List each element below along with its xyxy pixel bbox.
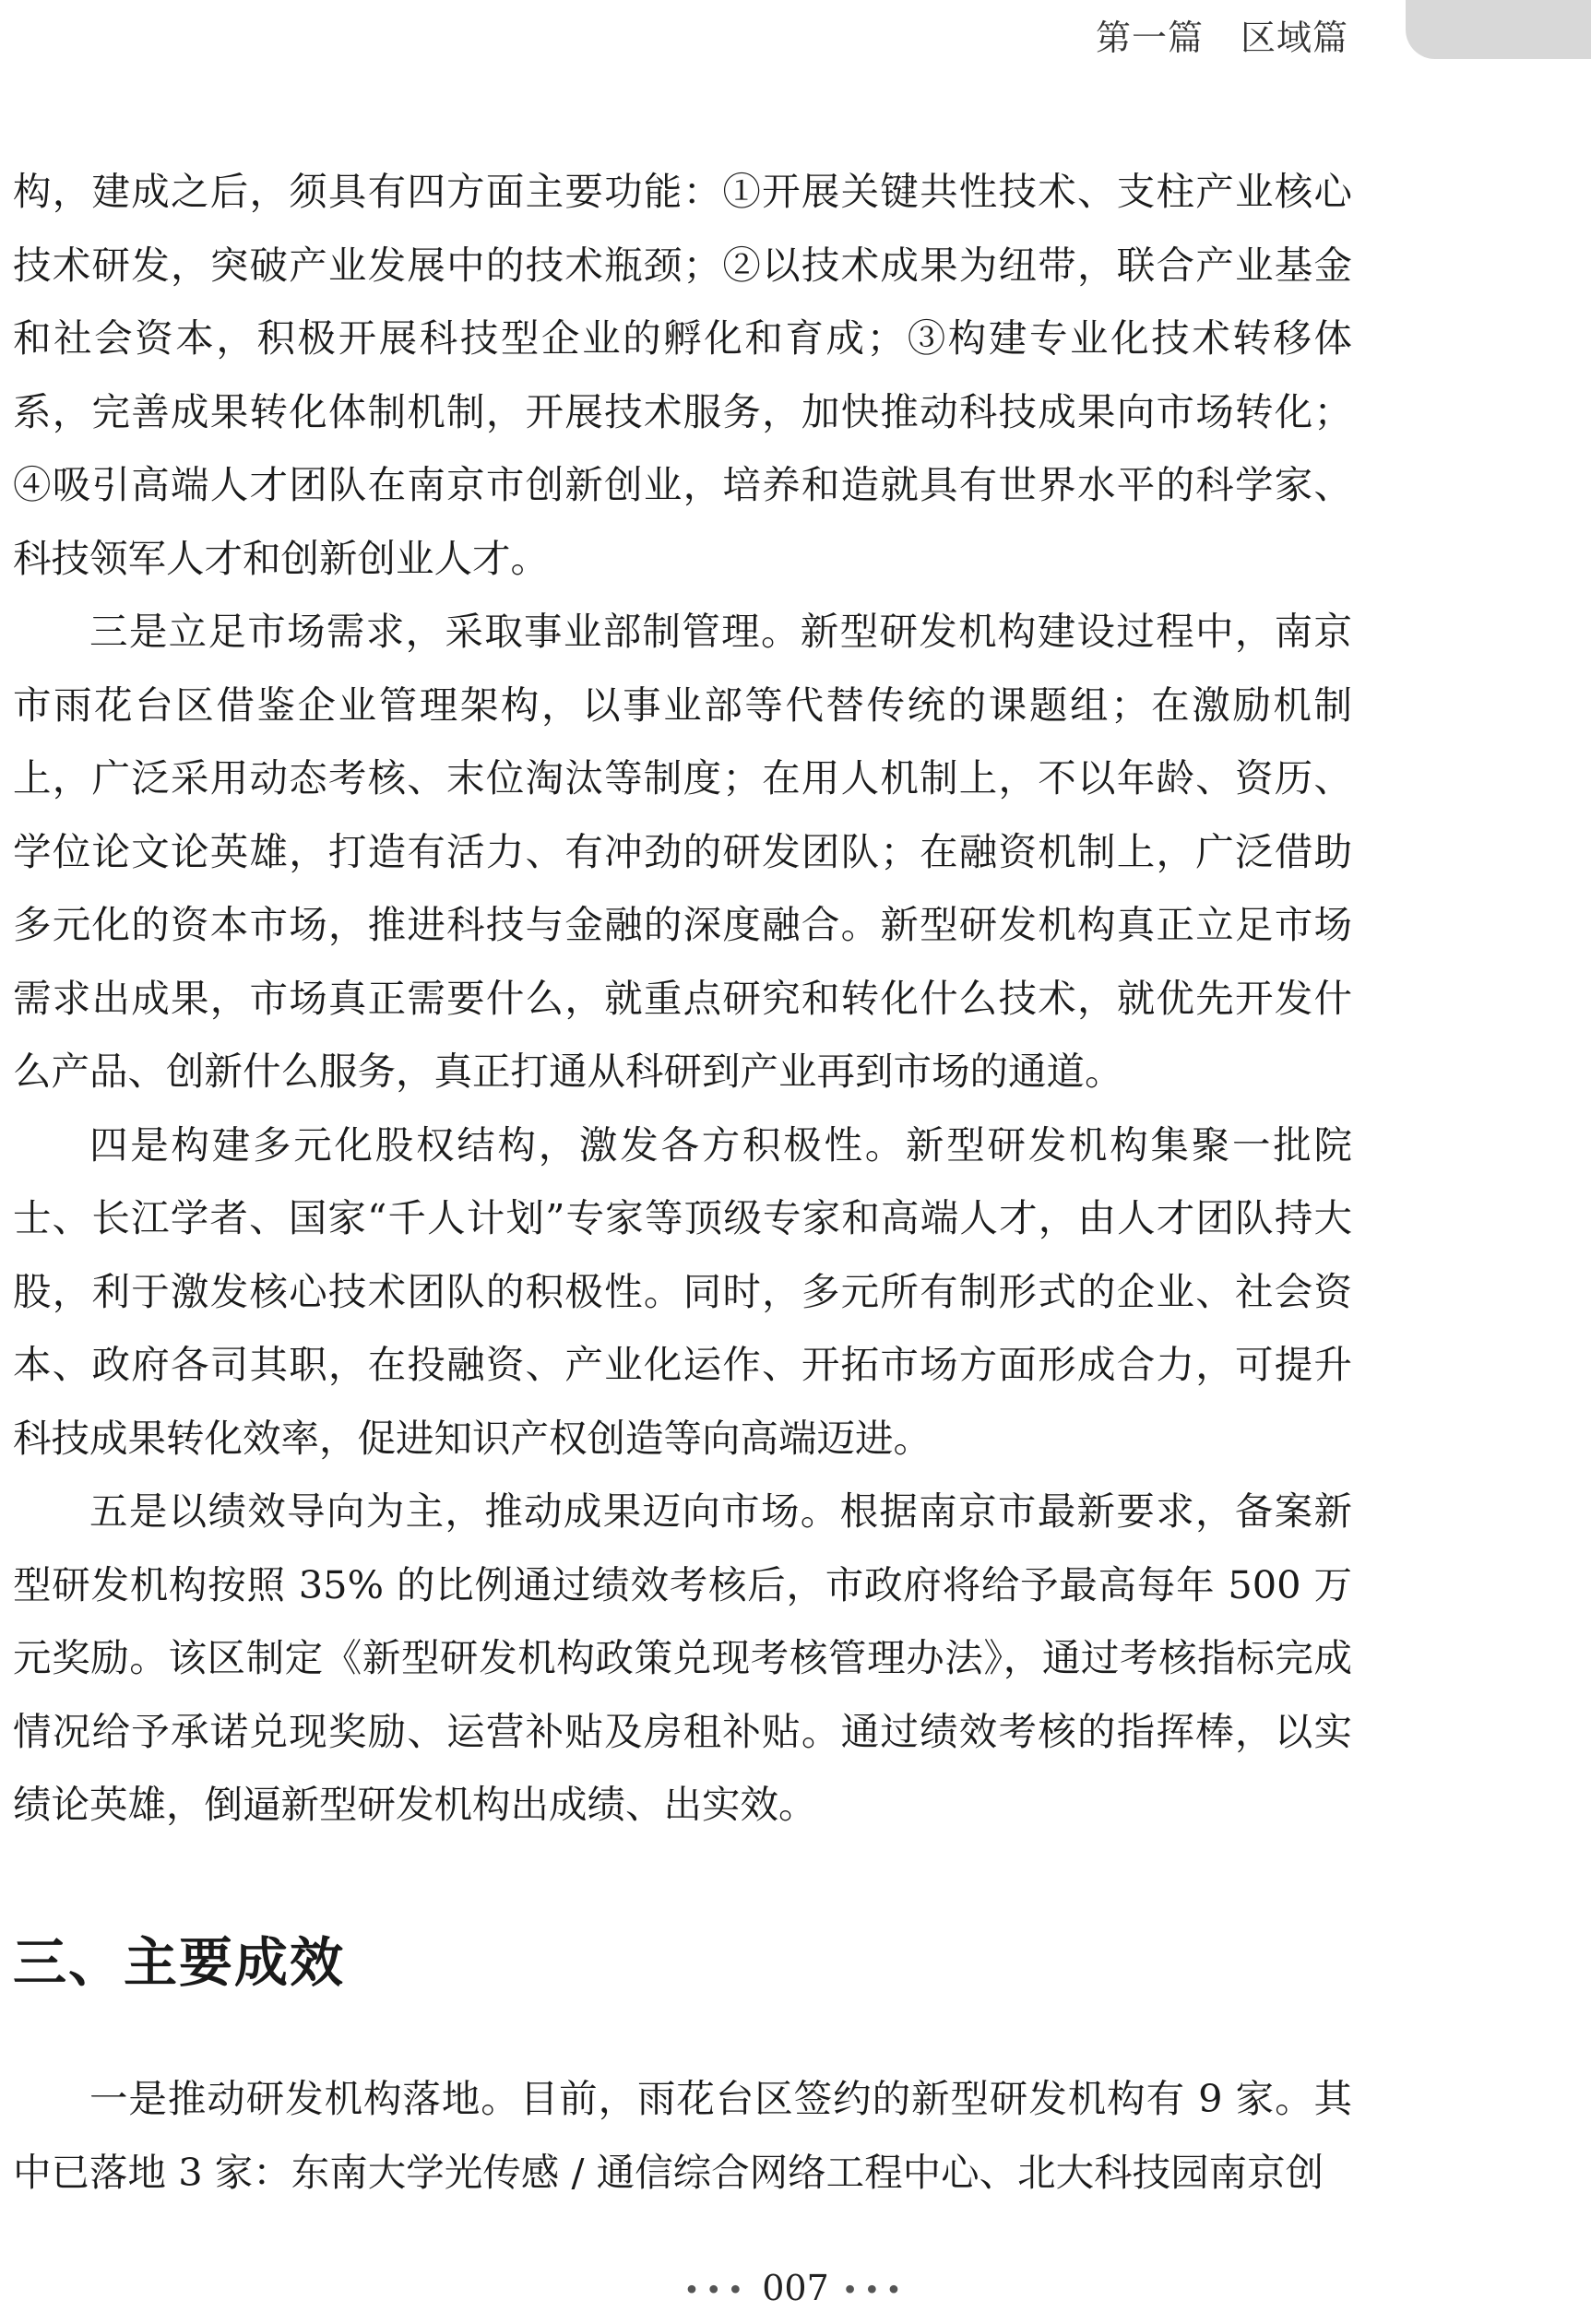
page-number: 007 xyxy=(762,2268,829,2308)
footer-dots-right: ••• xyxy=(841,2274,908,2307)
paragraph-continued: 构，建成之后，须具有四方面主要功能：①开展关键共性技术、支柱产业核心技术研发，突破产业发展中的技术瓶颈；②以技术成果为纽带，联合产业基金和社会资本，积极开展科技型企业的孵化和育成；③构建专业化技术转移体系，完善成果转化体制机制，开展技术服务，加快推动科技成果向市场转化；④吸引高端人才团队在南京市创新创业，培养和造就具有世界水平的科学家、科技领军人才和创新创业人才。 xyxy=(13,169,1352,581)
page-header xyxy=(0,0,1591,65)
section-body-text xyxy=(13,2062,1352,2209)
paragraph: 五是以绩效导向为主，推动成果迈向市场。根据南京市最新要求，备案新型研发机构按照 35% 的比例通过绩效考核后，市政府将给予最高每年 500 万元奖励。该区制定《新型研发机构政策兑现考核管理办法》，通过考核指标完成情况给予承诺兑现奖励、运营补贴及房租补贴。通过绩效考核的指挥棒，以实绩论英雄，倒逼新型研发机构出成绩、出实效。 xyxy=(13,1488,1352,1827)
section-heading: 三、主要成效 xyxy=(13,1931,346,1994)
running-header xyxy=(1096,9,1348,60)
body-text xyxy=(13,155,1352,1842)
paragraph: 四是构建多元化股权结构，激发各方积极性。新型研发机构集聚一批院士、长江学者、国家“千人计划”专家等顶级专家和高端人才，由人才团队持大股，利于激发核心技术团队的积极性。同时，多元所有制形式的企业、社会资本、政府各司其职，在投融资、产业化运作、开拓市场方面形成合力，可提升科技成果转化效率，促进知识产权创造等向高端迈进。 xyxy=(13,1121,1352,1461)
footer-dots-left: ••• xyxy=(683,2274,750,2307)
header-section: 区域篇 xyxy=(1240,18,1348,58)
page-footer xyxy=(0,2265,1591,2315)
paragraph: 三是立足市场需求，采取事业部制管理。新型研发机构建设过程中，南京市雨花台区借鉴企业管理架构，以事业部等代替传统的课题组；在激励机制上，广泛采用动态考核、末位淘汰等制度；在用人机制上，不以年龄、资历、学位论文论英雄，打造有活力、有冲劲的研发团队；在融资机制上，广泛借助多元化的资本市场，推进科技与金融的深度融合。新型研发机构真正立足市场需求出成果，市场真正需要什么，就重点研究和转化什么技术，就优先开发什么产品、创新什么服务，真正打通从科研到产业再到市场的通道。 xyxy=(13,609,1352,1094)
header-part: 第一篇 xyxy=(1095,18,1204,58)
header-tab-decoration xyxy=(1406,0,1591,59)
paragraph: 一是推动研发机构落地。目前，雨花台区签约的新型研发机构有 9 家。其中已落地 3 家：东南大学光传感 / 通信综合网络工程中心、北大科技园南京创 xyxy=(13,2076,1352,2195)
